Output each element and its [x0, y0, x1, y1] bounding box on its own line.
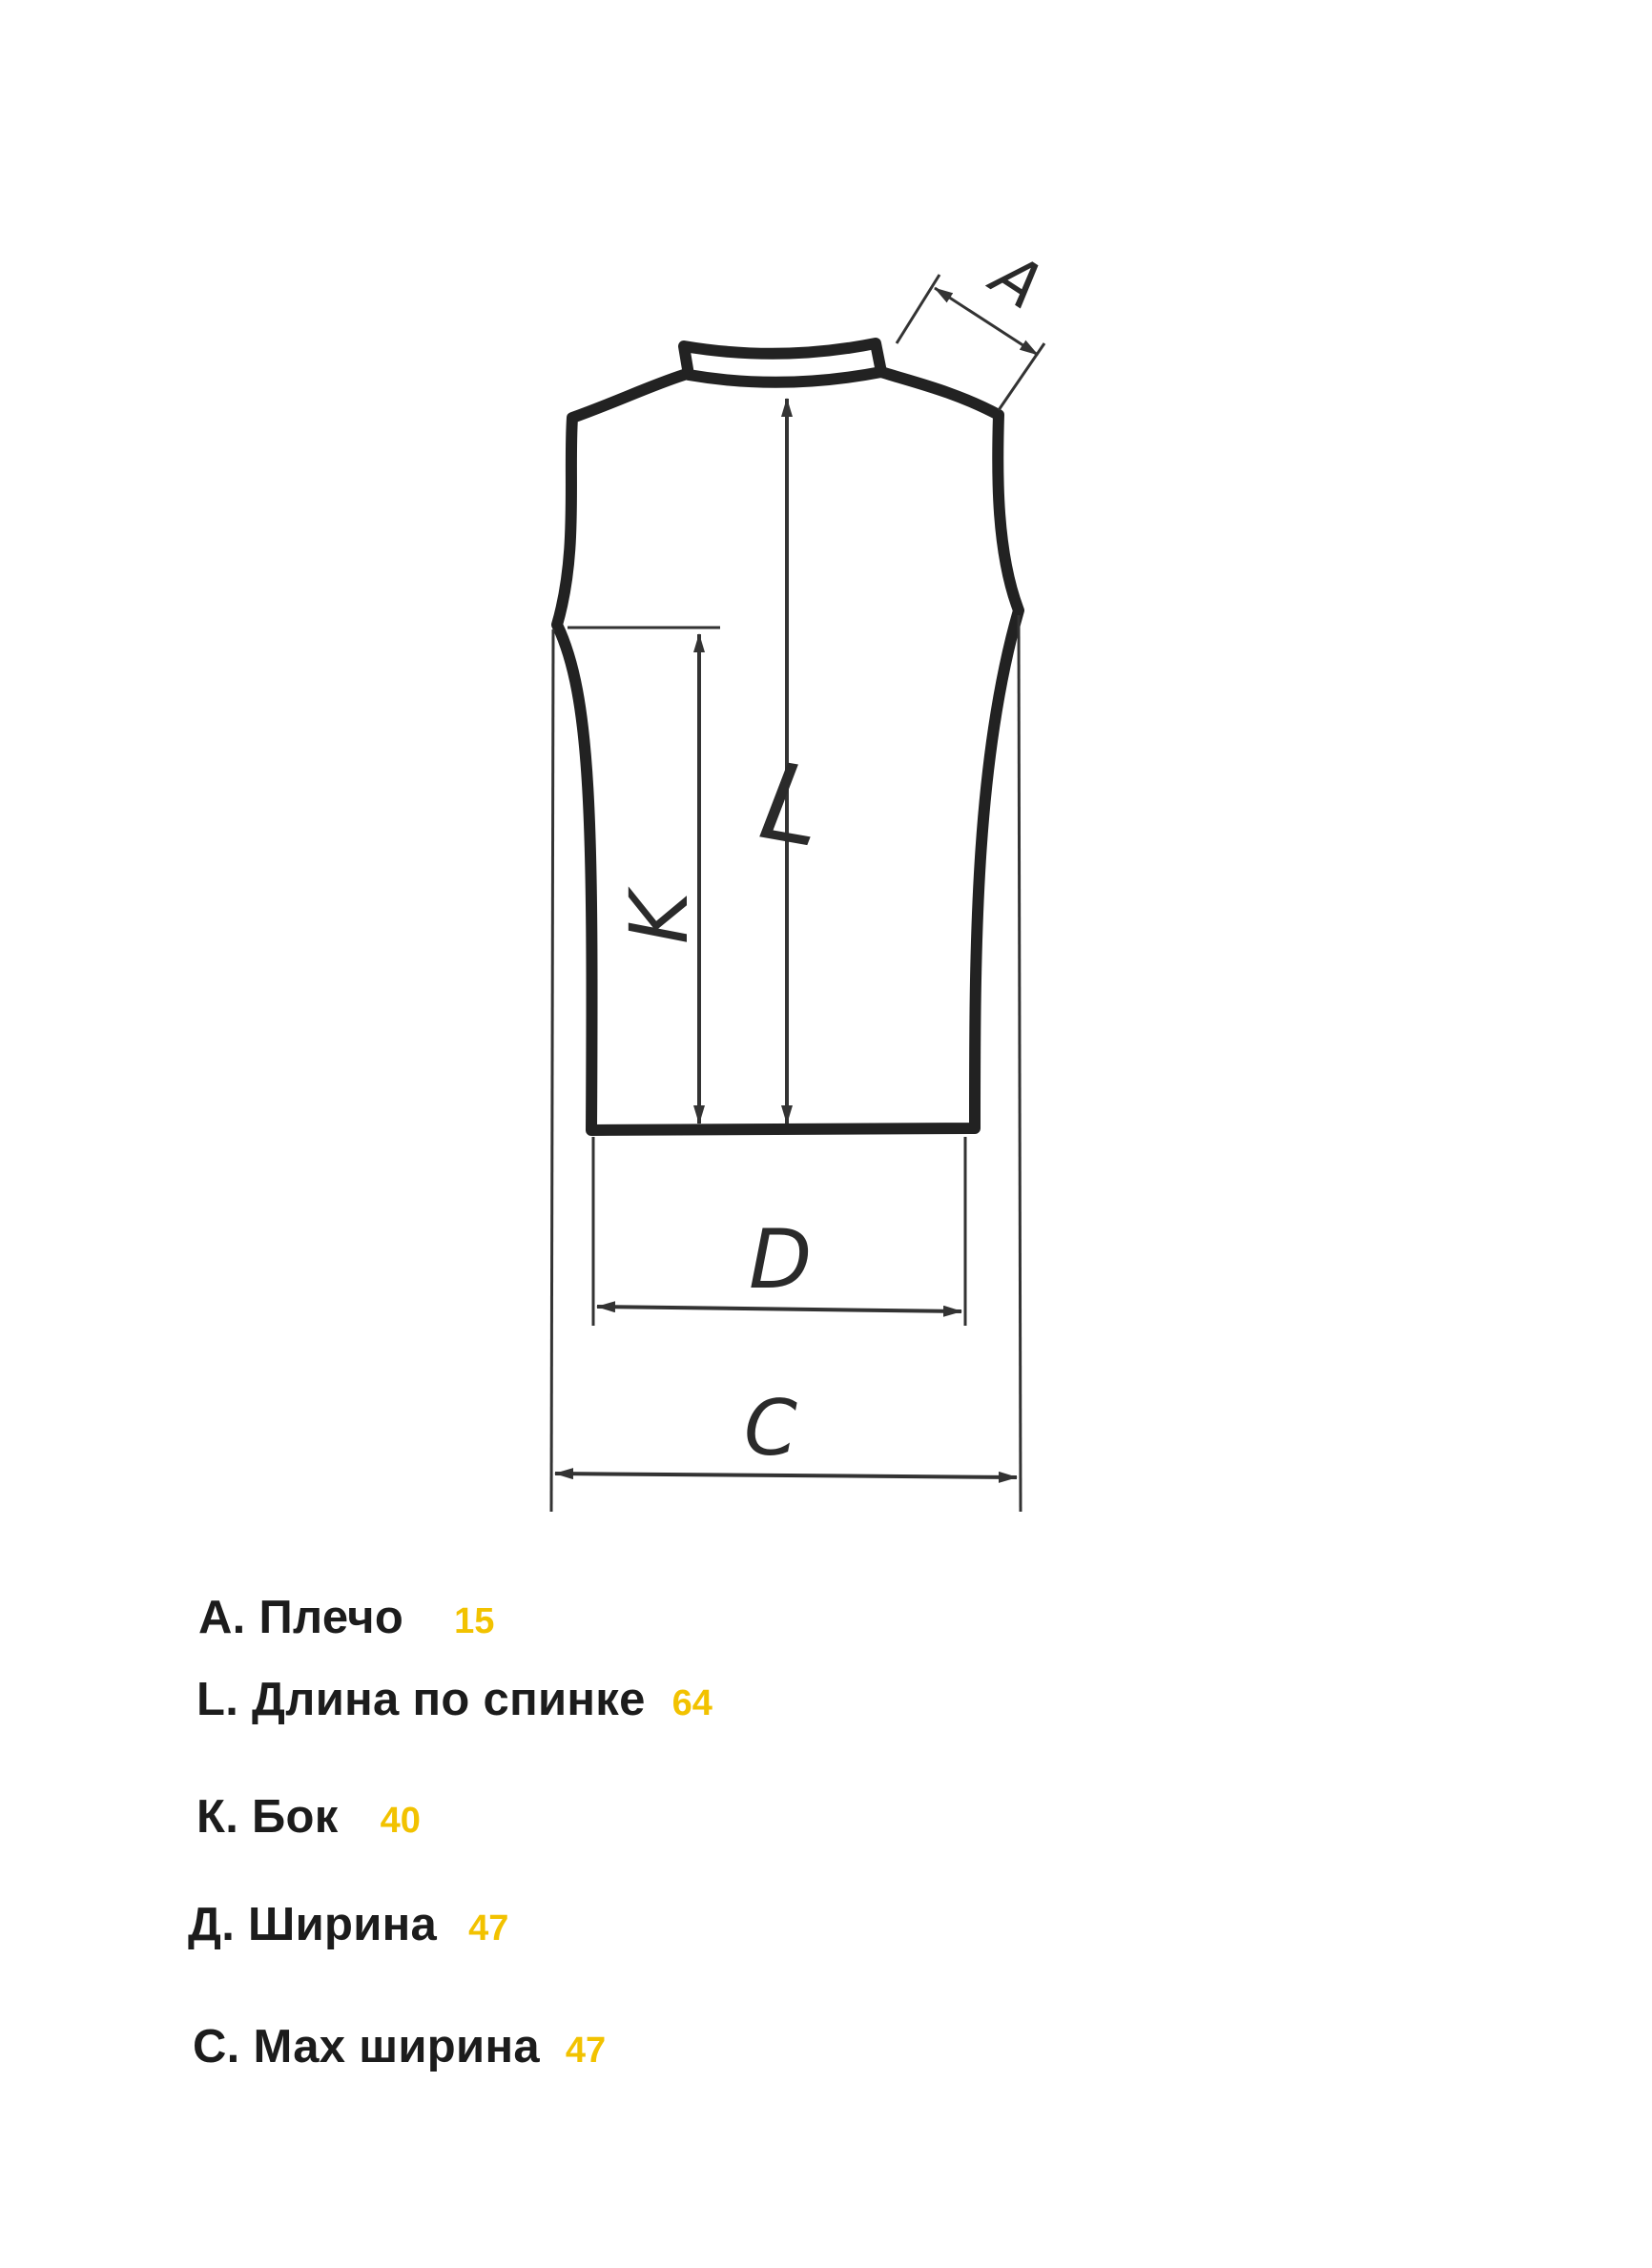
legend-value-c: 47 [565, 2031, 607, 2071]
legend-value-k: 40 [380, 1801, 421, 1841]
legend-value-d: 47 [468, 1908, 509, 1948]
label-l: L [752, 739, 833, 873]
label-c: C [744, 1384, 797, 1473]
legend-item-c [193, 2020, 606, 2073]
label-d: D [749, 1212, 813, 1308]
legend-label-k: К. Бок [196, 1791, 339, 1843]
collar-outline [684, 343, 881, 382]
legend-label-l: L. Длина по спинке [196, 1674, 646, 1725]
legend-value-a: 15 [454, 1601, 495, 1641]
legend-label-c: С. Мах ширина [193, 2021, 540, 2072]
legend-item-l [196, 1673, 712, 1726]
legend-label-a: А. Плечо [198, 1592, 404, 1643]
label-a: A [980, 238, 1056, 324]
legend-label-d: Д. Ширина [188, 1899, 438, 1950]
legend-item-k [196, 1790, 421, 1844]
legend-item-a [198, 1591, 494, 1644]
legend-item-d [188, 1898, 508, 1951]
label-k: K [612, 891, 706, 944]
legend-value-l: 64 [671, 1683, 712, 1723]
